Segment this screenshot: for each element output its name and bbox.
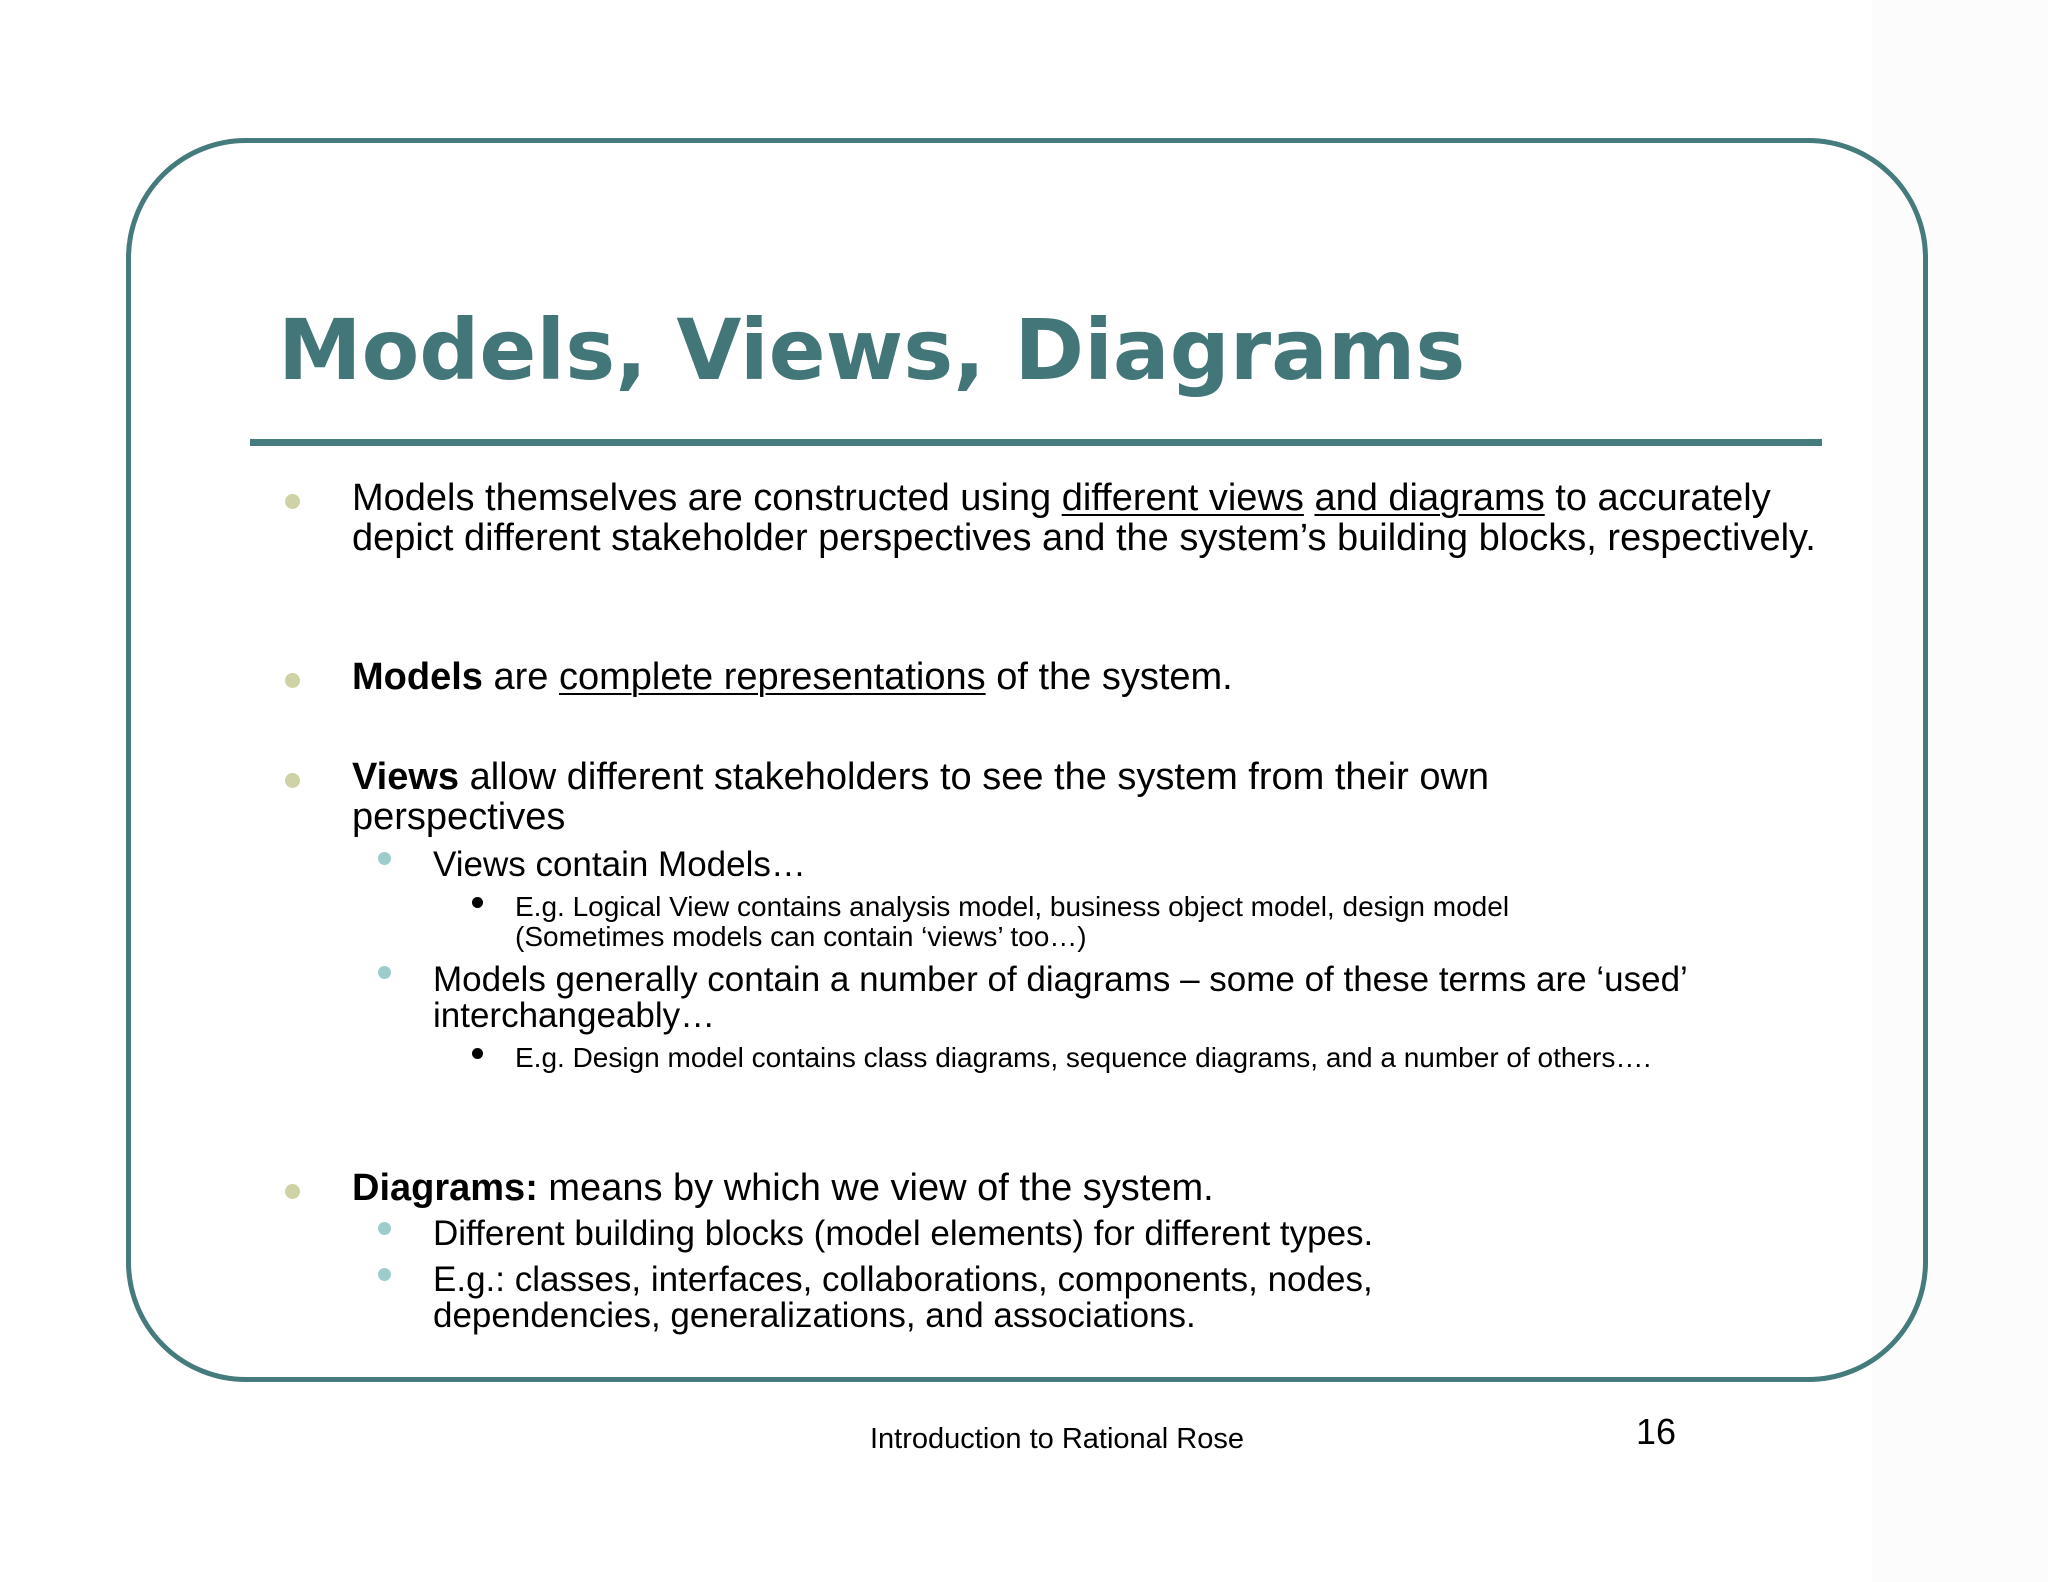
bullet-1: [352, 478, 1832, 558]
sub-bullet-dot-icon: [378, 1268, 391, 1281]
bullet-2: [352, 657, 1832, 697]
bullet-4: [352, 1168, 1832, 1208]
term-views: Views: [352, 756, 460, 798]
title-divider: [250, 439, 1822, 446]
bullet-dot-icon: [285, 1184, 300, 1199]
bullet-dot-icon: [285, 494, 300, 509]
underlined-term-views: different views: [1061, 477, 1304, 519]
page-number: 16: [1636, 1411, 1677, 1452]
bullet-3-sub-1: Views contain Models…: [433, 845, 806, 884]
bullet-2-text-start: are: [482, 656, 559, 698]
underlined-term-diagrams: and diagrams: [1314, 477, 1545, 519]
bullet-3-sub-2-detail: E.g. Design model contains class diagrams, sequence diagrams, and a number of others….: [515, 1042, 1652, 1073]
bullet-3: [352, 757, 1652, 837]
bullet-4-sub-1: Different building blocks (model elements) for different types.: [433, 1214, 1374, 1253]
slide-footer: Introduction to Rational Rose: [870, 1423, 1244, 1455]
slide-title: Models, Views, Diagrams: [278, 301, 1466, 399]
bullet-3-sub-2: Models generally contain a number of diagrams – some of these terms are ‘used’ interchangeably…: [433, 960, 1687, 1035]
term-diagrams: Diagrams:: [352, 1167, 538, 1209]
bullet-dot-icon: [285, 773, 300, 788]
underlined-term-complete-representations: complete representations: [558, 656, 986, 698]
bullet-1-text-start: Models themselves are constructed using: [352, 477, 1062, 519]
sub-bullet-dot-icon: [378, 852, 391, 865]
bullet-3-text: allow different stakeholders to see the system from their own perspectives: [352, 756, 1490, 838]
bullet-1-text-end: to accurately depict different stakeholder perspectives and the system’s building blocks, respectively.: [352, 477, 1816, 559]
sub-bullet-dot-icon: [378, 966, 391, 979]
bullet-dot-icon: [285, 673, 300, 688]
bullet-1-space: [1304, 477, 1315, 519]
term-models: Models: [352, 656, 483, 698]
bullet-3-sub-1-detail: E.g. Logical View contains analysis model, business object model, design model (Sometimes models can contain ‘views’ too…): [515, 891, 1510, 952]
bullet-2-text-end: of the system.: [985, 656, 1233, 698]
sub-sub-bullet-dot-icon: [472, 1048, 483, 1059]
bullet-4-text: means by which we view of the system.: [537, 1167, 1214, 1209]
bullet-4-sub-2: E.g.: classes, interfaces, collaborations, components, nodes, dependencies, generalizations, and associations.: [433, 1260, 1373, 1335]
sub-bullet-dot-icon: [378, 1222, 391, 1235]
sub-sub-bullet-dot-icon: [472, 897, 483, 908]
